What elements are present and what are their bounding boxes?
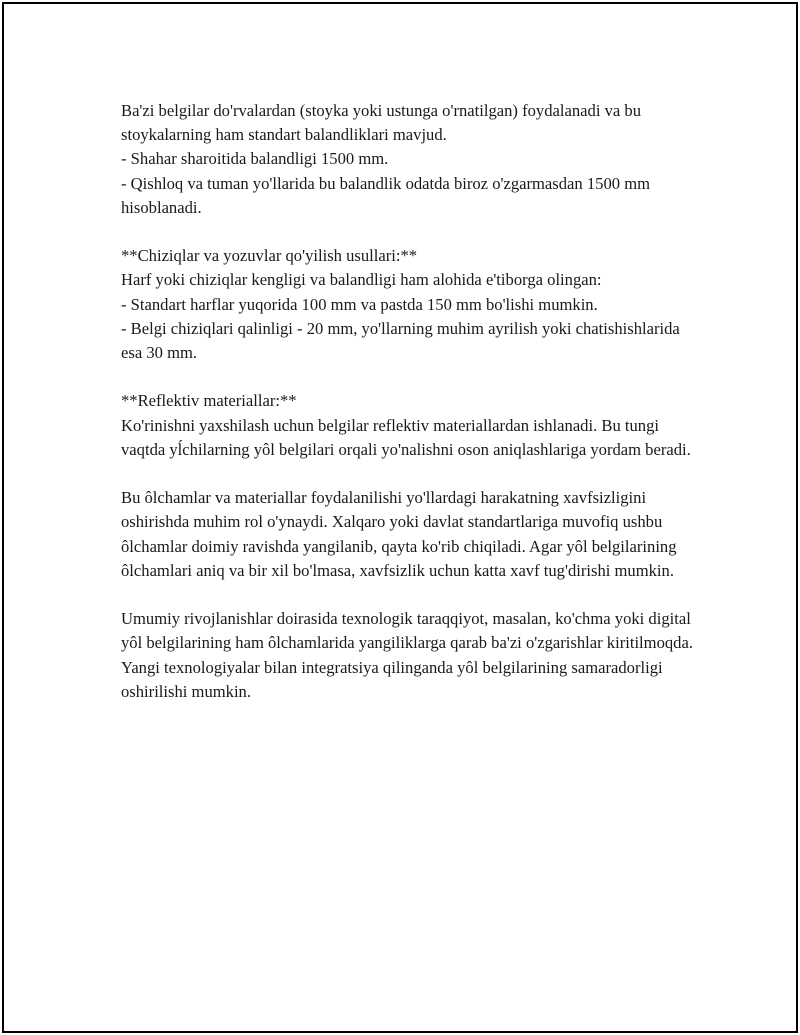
document-body (121, 99, 701, 704)
paragraph-lines-and-lettering: **Chiziqlar va yozuvlar qo'yilish usullari:** Harf yoki chiziqlar kengligi va balandligi ham alohida e'tiborga olingan: - Standart harflar yuqorida 100 mm va pastda 150 mm bo'lishi mumkin. - Belgi chiziqlari qalinligi - 20 mm, yo'llarning muhim ayrilish yoki chatishishlarida esa 30 mm. (121, 246, 680, 363)
paragraph-safety-standards: Bu ôlchamlar va materiallar foydalanilishi yo'llardagi harakatning xavfsizligini oshirishda muhim rol o'ynaydi. Xalqaro yoki davlat standartlariga muvofiq ushbu ôlchamlar doimiy ravishda yangilanib, qayta ko'rib chiqiladi. Agar yôl belgilarining ôlchamlari aniq va bir xil bo'lmasa, xavfsizlik uchun katta xavf tug'dirishi mumkin. (121, 488, 677, 580)
paragraph-reflective-materials: **Reflektiv materiallar:** Ko'rinishni yaxshilash uchun belgilar reflektiv materiallardan ishlanadi. Bu tungi vaqtda yĺchilarning yôl belgilari orqali yo'nalishni oson aniqlashlariga yordam beradi. (121, 391, 691, 459)
paragraph-technology-developments: Umumiy rivojlanishlar doirasida texnologik taraqqiyot, masalan, ko'chma yoki digital yôl belgilarining ham ôlchamlarida yangiliklarga qarab ba'zi o'zgarishlar kiritilmoqda. Yangi texnologiyalar bilan integratsiya qilinganda yôl belgilarining samaradorligi oshirilishi mumkin. (121, 609, 693, 701)
page-frame (2, 2, 798, 1033)
paragraph-sign-post-heights: Ba'zi belgilar do'rvalardan (stoyka yoki ustunga o'rnatilgan) foydalanadi va bu stoykalarning ham standart balandliklari mavjud. - Shahar sharoitida balandligi 1500 mm. - Qishloq va tuman yo'llarida bu balandlik odatda biroz o'zgarmasdan 1500 mm hisoblanadi. (121, 101, 651, 217)
